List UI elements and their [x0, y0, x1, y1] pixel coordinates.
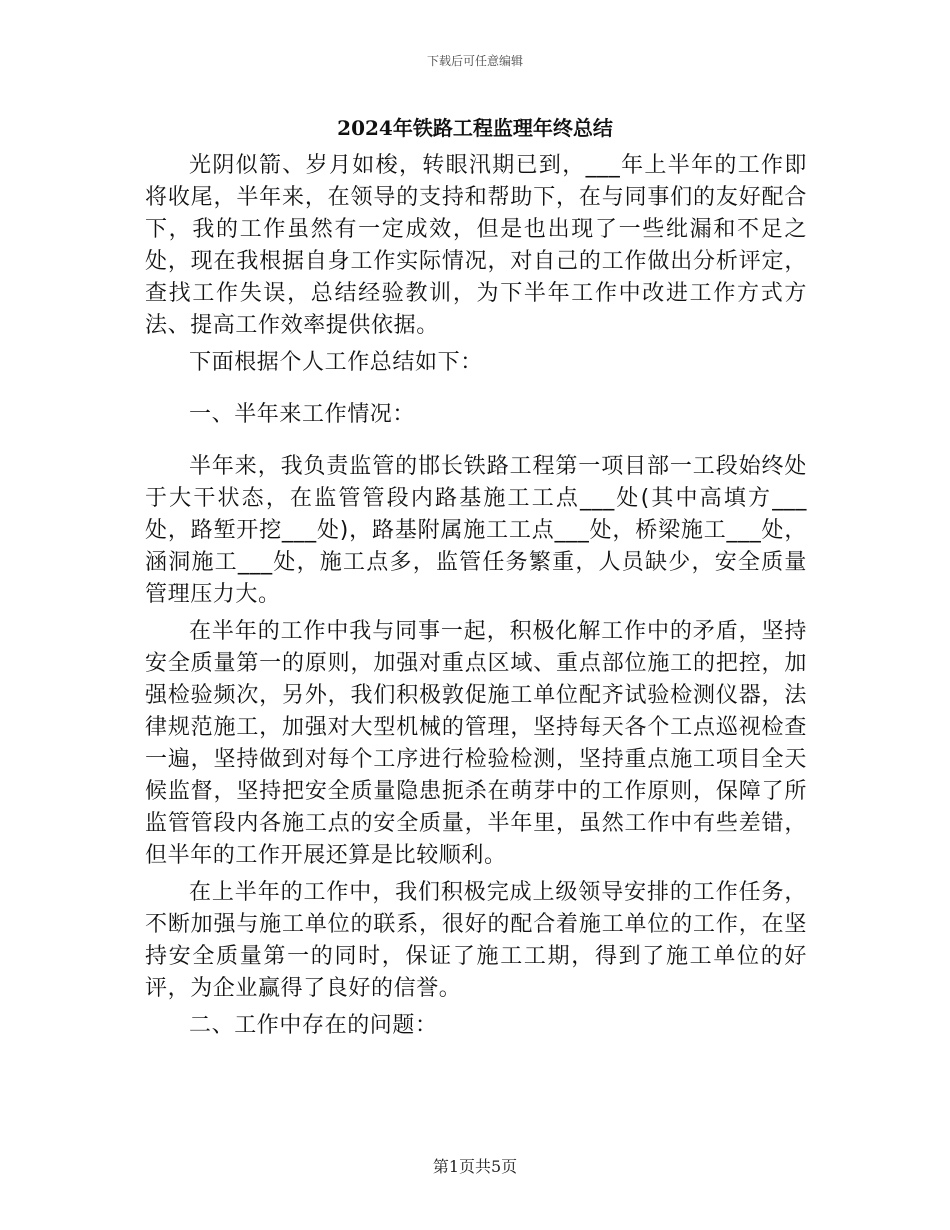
page-footer: 第1页共5页 — [432, 1157, 518, 1176]
header-note: 下载后可任意编辑 — [426, 54, 523, 68]
paragraph-safety-quality: 在半年的工作中我与同事一起，积极化解工作中的矛盾，坚持安全质量第一的原则，加强对重点区域、重点部位施工的把控，加强检验频次，另外，我们积极敦促施工单位配齐试验检测仪器，法律规范施工，加强对大型机械的管理，坚持每天各个工点巡视检查一遍，坚持做到对每个工序进行检验检测，坚持重点施工项目全天候监督，坚持把安全质量隐患扼杀在萌芽中的工作原则，保障了所监管管段内各施工点的安全质量，半年里，虽然工作中有些差错，但半年的工作开展还算是比较顺利。 — [145, 619, 807, 868]
paragraph-summary-lead: 下面根据个人工作总结如下： — [189, 350, 483, 375]
section-heading-problems: 二、工作中存在的问题： — [189, 1013, 438, 1038]
paragraph-intro: 光阴似箭、岁月如梭，转眼汛期已到，___年上半年的工作即将收尾，半年来，在领导的支持和帮助下，在与同事们的友好配合下，我的工作虽然有一定成效，但是也出现了一些纰漏和不足之处，现在我根据自身工作实际情况，对自己的工作做出分析评定，查找工作失误，总结经验教训，为下半年工作中改进工作方式方法、提高工作效率提供依据。 — [145, 153, 807, 338]
document-body — [145, 150, 807, 1062]
section-heading-work-status: 一、半年来工作情况： — [189, 402, 416, 427]
paragraph-work-status: 半年来，我负责监管的邯长铁路工程第一项目部一工段始终处于大干状态，在监管管段内路基施工工点___处(其中高填方___处，路堑开挖___处)，路基附属施工工点___处，桥梁施工___处，涵洞施工___处，施工点多，监管任务繁重，人员缺少，安全质量管理压力大。 — [145, 454, 807, 607]
document-title: 2024年铁路工程监理年终总结 — [337, 116, 613, 140]
paragraph-cooperation: 在上半年的工作中，我们积极完成上级领导安排的工作任务，不断加强与施工单位的联系，很好的配合着施工单位的工作，在坚持安全质量第一的同时，保证了施工工期，得到了施工单位的好评，为企业赢得了良好的信誉。 — [145, 880, 807, 1001]
